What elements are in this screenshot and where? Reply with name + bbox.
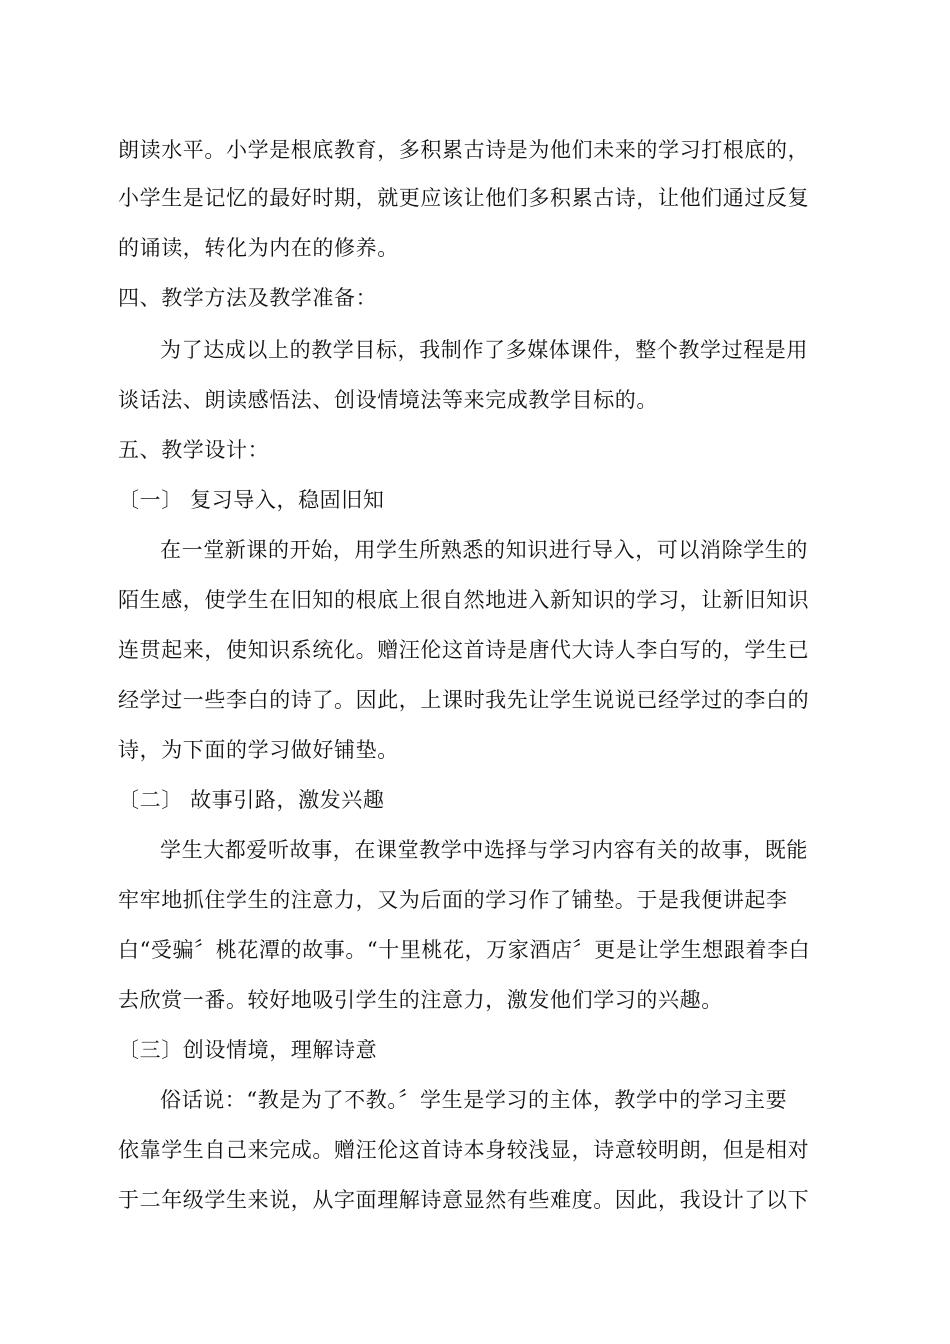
text-line: 依靠学生自己来完成。赠汪伦这首诗本身较浅显，诗意较明朗，但是相对	[118, 1138, 810, 1162]
subsection-heading: 〔二〕 故事引路，激发兴趣	[118, 788, 385, 812]
subsection-heading: 〔三〕创设情境，理解诗意	[118, 1038, 378, 1062]
text-line: 的诵读，转化为内在的修养。	[118, 236, 399, 260]
text-line: 朗读水平。小学是根底教育，多积累古诗是为他们未来的学习打根底的，	[118, 138, 810, 162]
text-line: 谈话法、朗读感悟法、创设情境法等来完成教学目标的。	[118, 388, 658, 412]
subsection-heading: 〔一〕 复习导入，稳固旧知	[118, 488, 385, 512]
text-line: 去欣赏一番。较好地吸引学生的注意力，激发他们学习的兴趣。	[118, 988, 723, 1012]
text-line: 连贯起来，使知识系统化。赠汪伦这首诗是唐代大诗人李白写的，学生已	[118, 638, 810, 662]
text-line: 牢牢地抓住学生的注意力，又为后面的学习作了铺垫。于是我便讲起李	[118, 888, 788, 912]
text-line: 白“受骗〞桃花潭的故事。“十里桃花，万家酒店〞更是让学生想跟着李白	[118, 938, 811, 962]
text-line: 经学过一些李白的诗了。因此，上课时我先让学生说说已经学过的李白的	[118, 688, 810, 712]
section-heading: 五、教学设计：	[118, 438, 270, 462]
text-line: 在一堂新课的开始，用学生所熟悉的知识进行导入，可以消除学生的	[160, 538, 808, 562]
text-line: 俗话说：“教是为了不教。〞学生是学习的主体，教学中的学习主要	[160, 1088, 788, 1112]
text-line: 学生大都爱听故事，在课堂教学中选择与学习内容有关的故事，既能	[160, 838, 808, 862]
text-line: 小学生是记忆的最好时期，就更应该让他们多积累古诗，让他们通过反复	[118, 186, 810, 210]
section-heading: 四、教学方法及教学准备：	[118, 286, 378, 310]
text-line: 陌生感，使学生在旧知的根底上很自然地进入新知识的学习，让新旧知识	[118, 588, 810, 612]
text-line: 为了达成以上的教学目标，我制作了多媒体课件，整个教学过程是用	[160, 338, 808, 362]
text-line: 诗，为下面的学习做好铺垫。	[118, 738, 399, 762]
text-line: 于二年级学生来说，从字面理解诗意显然有些难度。因此，我设计了以下	[118, 1188, 810, 1212]
